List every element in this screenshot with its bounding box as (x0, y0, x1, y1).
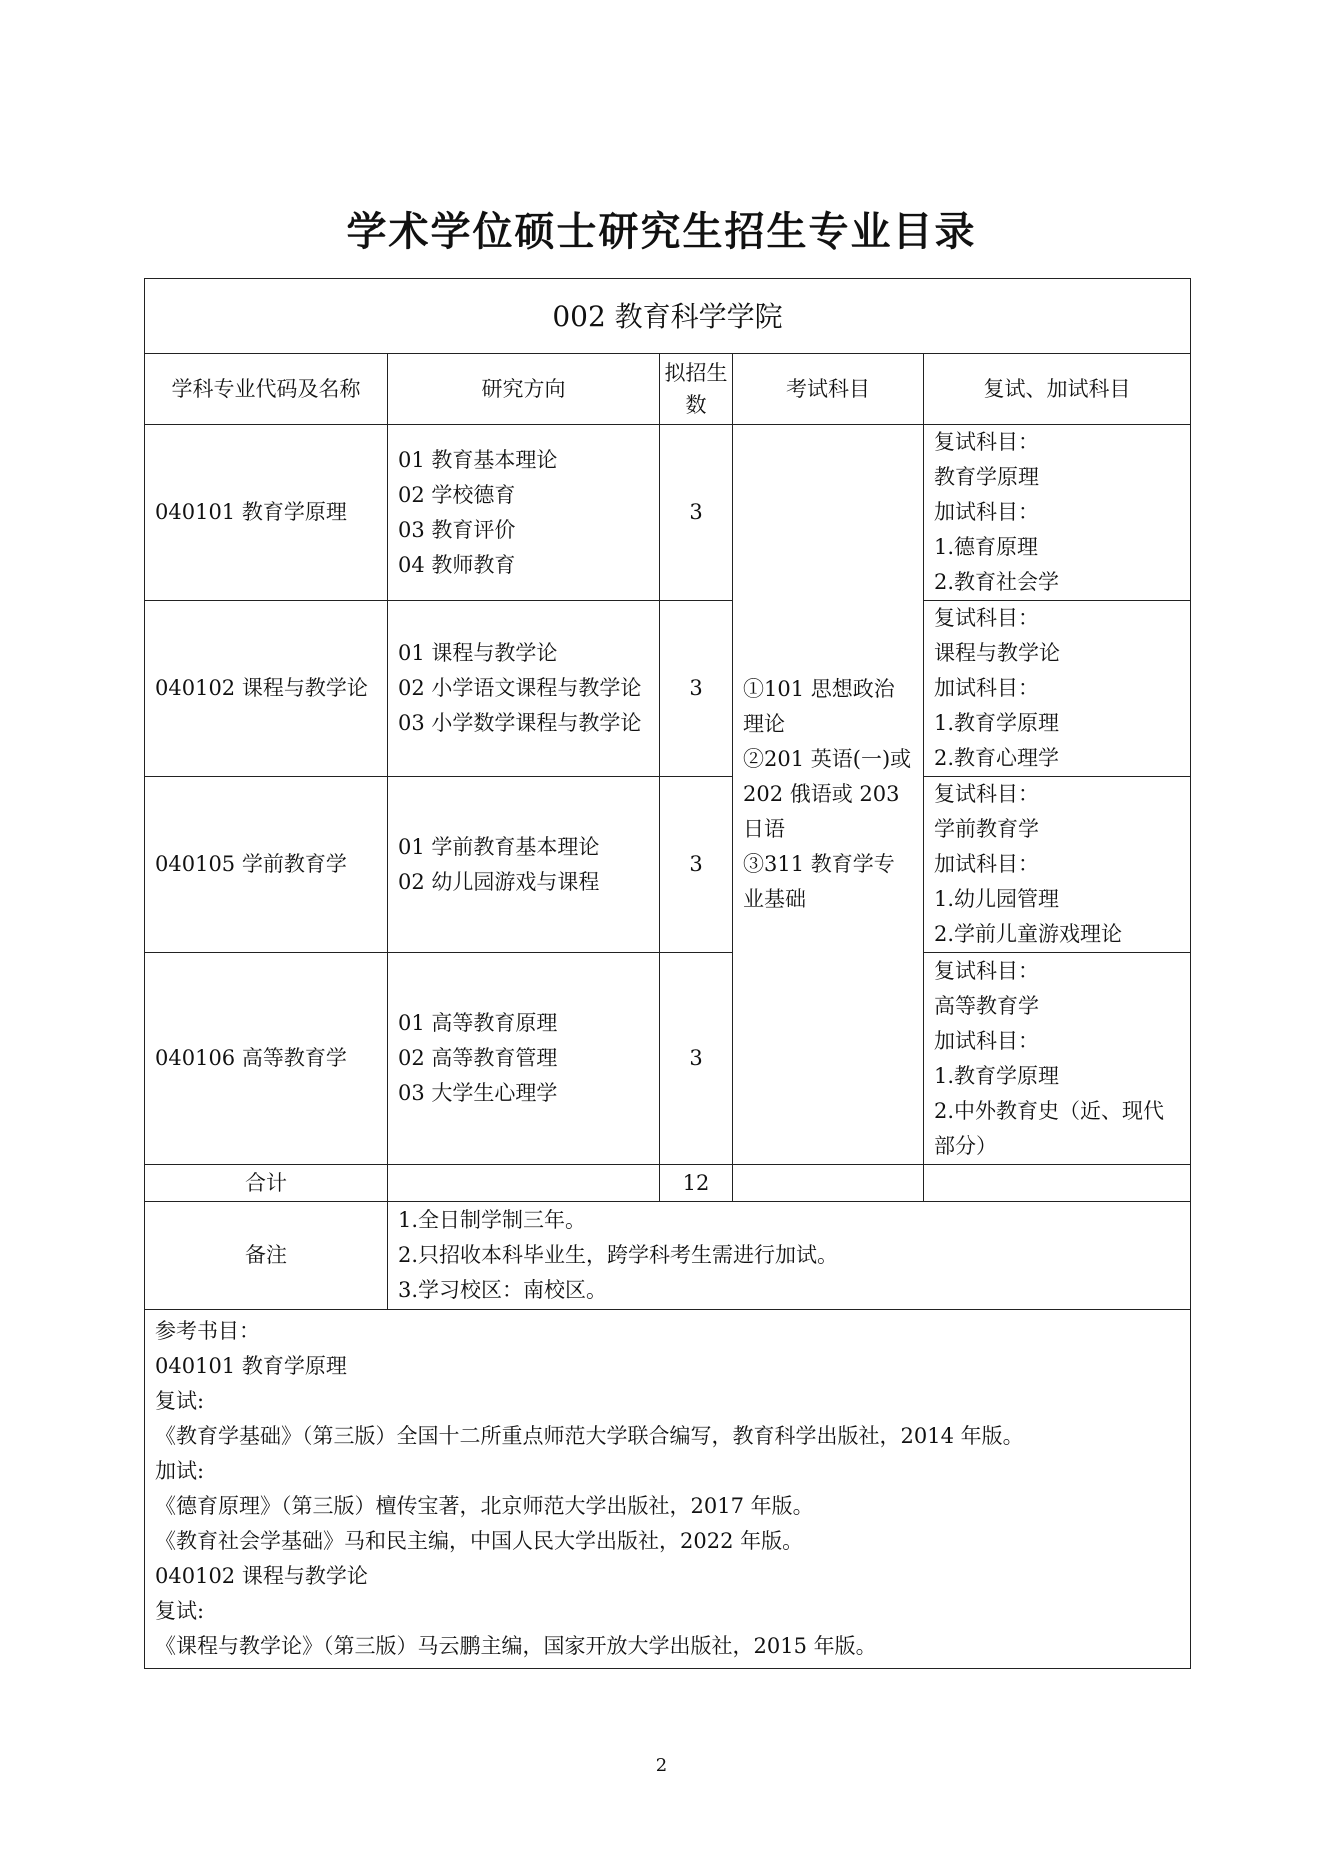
references-row (145, 1310, 1191, 1669)
direction-item: 03 教育评价 (398, 517, 516, 542)
reference-line: 《教育学基础》（第三版）全国十二所重点师范大学联合编写，教育科学出版社，2014 年版。 (155, 1424, 1024, 1448)
retest-item: 学前教育学 (934, 817, 1039, 841)
retest-item: 2.教育心理学 (934, 746, 1060, 770)
major-directions (388, 777, 660, 953)
page-title: 学术学位硕士研究生招生专业目录 (346, 208, 977, 255)
major-name: 040105 学前教育学 (145, 777, 388, 953)
total-row (145, 1165, 1191, 1202)
notes-row (145, 1202, 1191, 1310)
major-name: 040102 课程与教学论 (145, 601, 388, 777)
note-item: 2.只招收本科毕业生，跨学科考生需进行加试。 (398, 1243, 839, 1267)
direction-item: 03 小学数学课程与教学论 (398, 711, 642, 735)
retest-item: 复试科目： (934, 782, 1039, 806)
direction-item: 02 高等教育管理 (398, 1046, 558, 1070)
exam-item: ③311 教育学专业基础 (743, 852, 895, 911)
reference-heading: 参考书目： (155, 1319, 260, 1343)
header-row (145, 354, 1191, 425)
reference-line: 加试: (155, 1459, 205, 1483)
department-row (145, 279, 1191, 354)
direction-item: 02 小学语文课程与教学论 (398, 676, 642, 700)
reference-line: 《德育原理》（第三版）檀传宝著，北京师范大学出版社，2017 年版。 (155, 1494, 814, 1518)
direction-item: 02 幼儿园游戏与课程 (398, 869, 600, 894)
retest-item: 1.教育学原理 (934, 1063, 1060, 1088)
major-retest (924, 953, 1191, 1165)
catalog-table (144, 278, 1191, 1669)
retest-item: 2.中外教育史（近、现代部分） (934, 1098, 1165, 1158)
retest-item: 1.教育学原理 (934, 711, 1060, 735)
exam-item: ①101 思想政治理论 (743, 677, 895, 736)
reference-line: 040101 教育学原理 (155, 1354, 347, 1378)
total-empty-cell (733, 1165, 924, 1202)
direction-item: 01 教育基本理论 (398, 447, 558, 472)
major-retest (924, 601, 1191, 777)
direction-item: 01 学前教育基本理论 (398, 834, 600, 859)
total-empty-cell (388, 1165, 660, 1202)
total-quota: 12 (660, 1165, 733, 1202)
note-item: 1.全日制学制三年。 (398, 1208, 587, 1232)
header-retest: 复试、加试科目 (924, 354, 1191, 425)
major-quota: 3 (660, 953, 733, 1165)
major-name: 040106 高等教育学 (145, 953, 388, 1165)
retest-item: 加试科目： (934, 1028, 1039, 1053)
retest-item: 复试科目： (934, 958, 1039, 983)
header-quota: 拟招生数 (660, 354, 733, 425)
major-directions (388, 425, 660, 601)
major-retest (924, 425, 1191, 601)
major-row-040105 (145, 777, 1191, 953)
retest-item: 复试科目： (934, 430, 1039, 454)
direction-item: 01 课程与教学论 (398, 641, 558, 665)
major-row-040101 (145, 425, 1191, 601)
retest-item: 加试科目： (934, 676, 1039, 700)
retest-item: 加试科目： (934, 852, 1039, 876)
reference-line: 040102 课程与教学论 (155, 1564, 368, 1588)
direction-item: 02 学校德育 (398, 482, 516, 507)
exam-item: ②201 英语(一)或 202 俄语或 203 日语 (743, 747, 912, 841)
retest-item: 2.教育社会学 (934, 570, 1060, 594)
notes-label: 备注 (145, 1202, 388, 1310)
retest-item: 1.幼儿园管理 (934, 887, 1060, 911)
direction-item: 03 大学生心理学 (398, 1081, 558, 1105)
major-quota: 3 (660, 425, 733, 601)
major-quota: 3 (660, 777, 733, 953)
major-directions (388, 953, 660, 1165)
exam-subjects (733, 425, 924, 1165)
direction-item: 01 高等教育原理 (398, 1011, 558, 1035)
major-row-040106 (145, 953, 1191, 1165)
major-directions (388, 601, 660, 777)
major-name: 040101 教育学原理 (145, 425, 388, 601)
retest-item: 复试科目： (934, 606, 1039, 630)
header-major: 学科专业代码及名称 (145, 354, 388, 425)
retest-item: 高等教育学 (934, 993, 1039, 1018)
header-exam: 考试科目 (733, 354, 924, 425)
retest-item: 加试科目： (934, 500, 1039, 524)
notes-content (388, 1202, 1191, 1310)
total-label: 合计 (145, 1165, 388, 1202)
major-row-040102 (145, 601, 1191, 777)
major-quota: 3 (660, 601, 733, 777)
major-retest (924, 777, 1191, 953)
page-number: 2 (655, 1755, 668, 1776)
reference-line: 复试: (155, 1599, 205, 1623)
header-direction: 研究方向 (388, 354, 660, 425)
retest-item: 1.德育原理 (934, 535, 1039, 559)
references-content (145, 1310, 1191, 1669)
total-empty-cell (924, 1165, 1191, 1202)
reference-line: 《教育社会学基础》马和民主编，中国人民大学出版社，2022 年版。 (155, 1529, 804, 1553)
retest-item: 2.学前儿童游戏理论 (934, 922, 1123, 946)
department-title: 002 教育科学学院 (145, 279, 1191, 354)
direction-item: 04 教师教育 (398, 552, 516, 577)
retest-item: 课程与教学论 (934, 641, 1060, 665)
note-item: 3.学习校区：南校区。 (398, 1278, 608, 1302)
reference-line: 复试: (155, 1389, 205, 1413)
retest-item: 教育学原理 (934, 465, 1039, 489)
reference-line: 《课程与教学论》（第三版）马云鹏主编，国家开放大学出版社，2015 年版。 (155, 1634, 877, 1658)
